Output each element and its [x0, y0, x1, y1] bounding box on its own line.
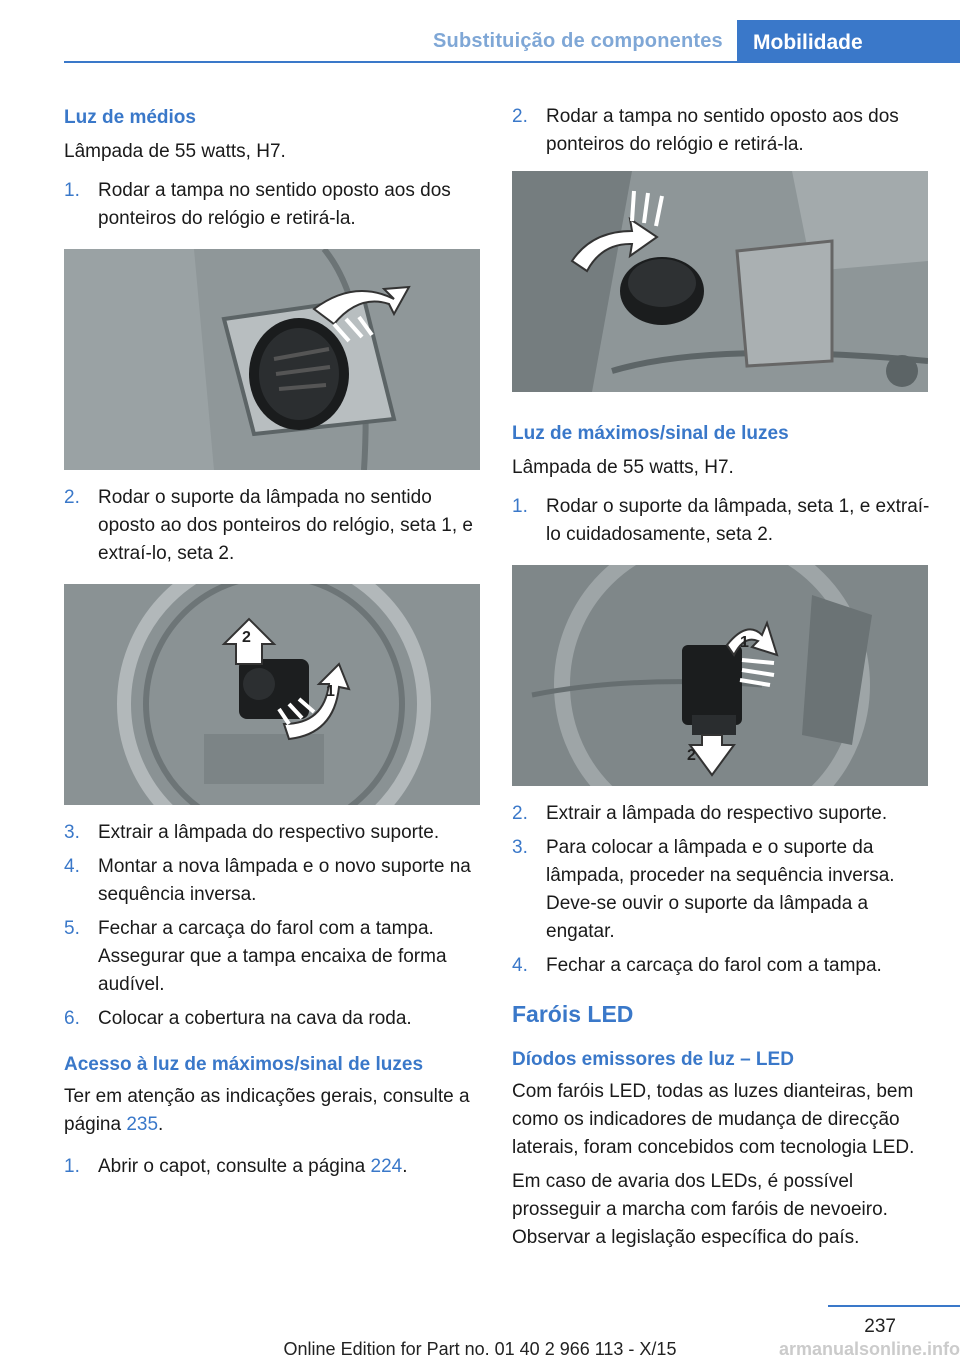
arrow-label-2: 2 [242, 629, 251, 646]
step-text: Fechar a carcaça do farol com a tampa. Assegurar que a tampa encaixa de forma audível. [98, 918, 447, 995]
step-text: Rodar a tampa no sentido oposto aos dos ponteiros do relógio e retirá-la. [98, 180, 451, 229]
footer-rule [828, 1305, 960, 1307]
section-title: Substituição de componentes [433, 30, 723, 52]
step-item: 1. Abrir o capot, consulte a página 224. [64, 1153, 482, 1181]
step-text: Fechar a carcaça do farol com a tampa. [546, 955, 882, 976]
heading-led: Faróis LED [512, 1001, 634, 1027]
step-text: Rodar o suporte da lâmpada, seta 1, e extraí-lo cuidadosamente, seta 2. [546, 496, 930, 545]
step-text: Extrair a lâmpada do respectivo suporte. [98, 822, 440, 843]
page-header [0, 0, 960, 62]
step-number: 2. [64, 487, 80, 508]
step-item [512, 800, 930, 828]
step-number: 3. [512, 837, 528, 858]
step-item [64, 1005, 482, 1033]
step-text: Rodar a tampa no sentido oposto aos dos ponteiros do relógio e retirá-la. [546, 106, 899, 155]
text-low-beam: Lâmpada de 55 watts, H7. [64, 141, 286, 162]
step-text: Colocar a cobertura na cava da roda. [98, 1008, 412, 1029]
arrow-label-1: 1 [326, 683, 335, 700]
page-link-235[interactable]: 235 [126, 1114, 159, 1135]
step-number: 2. [512, 803, 528, 824]
step-item [64, 177, 482, 233]
text-high-beam: Lâmpada de 55 watts, H7. [512, 457, 734, 478]
figure-high-beam-holder [512, 565, 928, 786]
step-text: Montar a nova lâmpada e o novo suporte na sequência inversa. [98, 856, 471, 905]
step-text: Extrair a lâmpada do respectivo suporte. [546, 803, 888, 824]
step-item [512, 952, 930, 980]
page-number: 237 [864, 1316, 896, 1337]
step-number: 1. [512, 496, 528, 517]
step-item [512, 493, 930, 549]
step-text: Abrir o capot, consulte a página [98, 1156, 371, 1177]
step-item [512, 103, 930, 159]
watermark: armanualsonline.info [778, 1339, 960, 1359]
step-item [64, 484, 482, 568]
arrow-label-1: 1 [740, 634, 749, 651]
figure-high-beam-cap [512, 171, 928, 392]
step-number: 6. [64, 1008, 80, 1029]
step-text: Rodar o suporte da lâmpada no sentido oposto ao dos ponteiros do relógio, seta 1, e extraí-lo, seta 2. [98, 487, 473, 564]
step-number: 5. [64, 918, 80, 939]
step-number: 1. [64, 180, 80, 201]
heading-low-beam: Luz de médios [64, 107, 196, 128]
step-number: 4. [512, 955, 528, 976]
chapter-tab: Mobilidade [737, 20, 960, 62]
step-text: Para colocar a lâmpada e o suporte da lâmpada, proceder na sequência inversa. Deve-se ouvir o suporte da lâmpada a engatar. [546, 837, 895, 942]
step-item [64, 915, 482, 999]
figure-bulb-holder [64, 584, 480, 805]
text-led-2: Em caso de avaria dos LEDs, é possível prosseguir a marcha com faróis de nevoeiro. Observar a legislação específica do país. [512, 1171, 888, 1248]
figure-cap-removal [64, 249, 480, 470]
step-item [64, 853, 482, 909]
right-column [512, 100, 930, 1252]
step-number: 3. [64, 822, 80, 843]
header-rule [64, 61, 960, 63]
arrow-label-2: 2 [687, 747, 696, 764]
edition-text: Online Edition for Part no. 01 40 2 966 113 - X/15 [283, 1339, 677, 1359]
step-number: 4. [64, 856, 80, 877]
step-item [512, 834, 930, 946]
text-led-1: Com faróis LED, todas as luzes dianteiras, bem como os indicadores de mudança de direcção laterais, foram concebidos com tecnologia LED. [512, 1081, 915, 1158]
step-item [64, 819, 482, 847]
step-number: 1. [64, 1156, 80, 1177]
page-link-224[interactable]: 224 [370, 1156, 403, 1177]
step-number: 2. [512, 106, 528, 127]
heading-access: Acesso à luz de máximos/sinal de luzes [64, 1054, 424, 1075]
heading-diodes: Díodos emissores de luz – LED [512, 1049, 794, 1070]
heading-high-beam: Luz de máximos/sinal de luzes [512, 423, 789, 444]
left-column [64, 100, 482, 1181]
text-access: Ter em atenção as indicações gerais, consulte a página 235. [64, 1086, 470, 1135]
